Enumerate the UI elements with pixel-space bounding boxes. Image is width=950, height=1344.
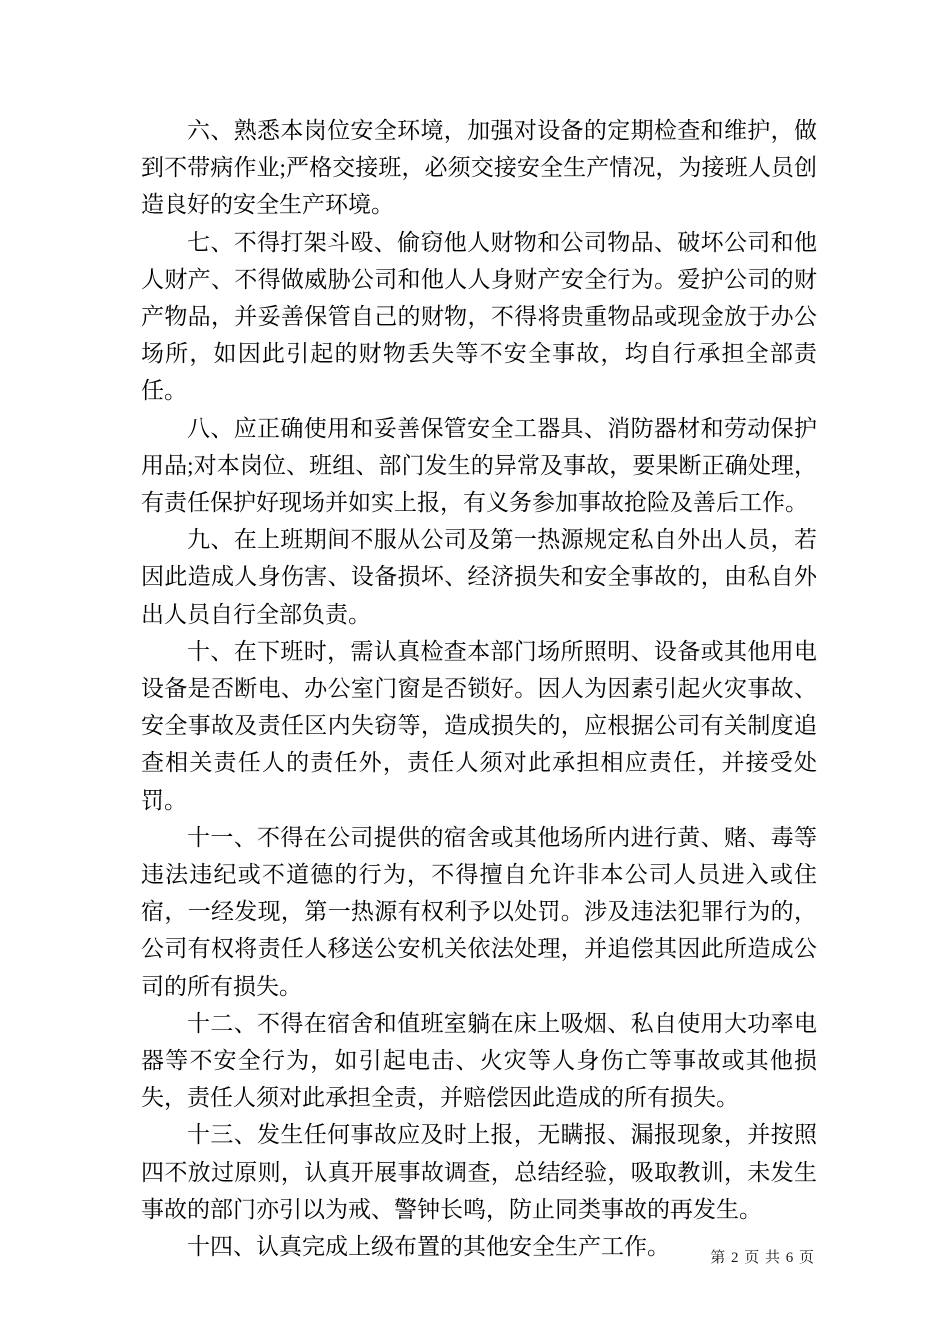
paragraph: 十四、认真完成上级布置的其他安全生产工作。	[187, 1234, 670, 1260]
paragraph: 十二、不得在宿舍和值班室躺在床上吸烟、私自使用大功率电器等不安全行为，如引起电击、火灾等人身伤亡等事故或其他损失，责任人须对此承担全责，并赔偿因此造成的所有损失。	[141, 1010, 817, 1111]
paragraph: 十一、不得在公司提供的宿舍或其他场所内进行黄、赌、毒等违法违纪或不道德的行为，不得擅自允许非本公司人员进入或住宿，一经发现，第一热源有权利予以处罚。涉及违法犯罪行为的，公司有权将责任人移送公安机关依法处理，并追偿其因此所造成公司的所有损失。	[141, 824, 817, 999]
paragraph: 十三、发生任何事故应及时上报，无瞒报、漏报现象，并按照四不放过原则，认真开展事故调查，总结经验，吸取教训，未发生事故的部门亦引以为戒、警钟长鸣，防止同类事故的再发生。	[141, 1122, 817, 1222]
paragraph: 六、熟悉本岗位安全环境，加强对设备的定期检查和维护，做到不带病作业;严格交接班，必须交接安全生产情况，为接班人员创造良好的安全生产环境。	[141, 118, 817, 218]
page-number: 第 2 页 共 6 页	[710, 1250, 815, 1266]
paragraph: 七、不得打架斗殴、偷窃他人财物和公司物品、破坏公司和他人财产、不得做威胁公司和他人人身财产安全行为。爱护公司的财产物品，并妥善保管自己的财物，不得将贵重物品或现金放于办公场所，如因此引起的财物丢失等不安全事故，均自行承担全部责任。	[141, 229, 817, 404]
paragraph: 八、应正确使用和妥善保管安全工器具、消防器材和劳动保护用品;对本岗位、班组、部门发生的异常及事故，要果断正确处理，有责任保护好现场并如实上报，有义务参加事故抢险及善后工作。	[141, 415, 817, 516]
paragraph: 九、在上班期间不服从公司及第一热源规定私自外出人员，若因此造成人身伤害、设备损坏、经济损失和安全事故的，由私自外出人员自行全部负责。	[141, 527, 817, 627]
body-text	[141, 112, 817, 1265]
paragraph: 十、在下班时，需认真检查本部门场所照明、设备或其他用电设备是否断电、办公室门窗是否锁好。因人为因素引起火灾事故、安全事故及责任区内失窃等，造成损失的，应根据公司有关制度追查相关责任人的责任外，责任人须对此承担相应责任，并接受处罚。	[141, 638, 817, 813]
